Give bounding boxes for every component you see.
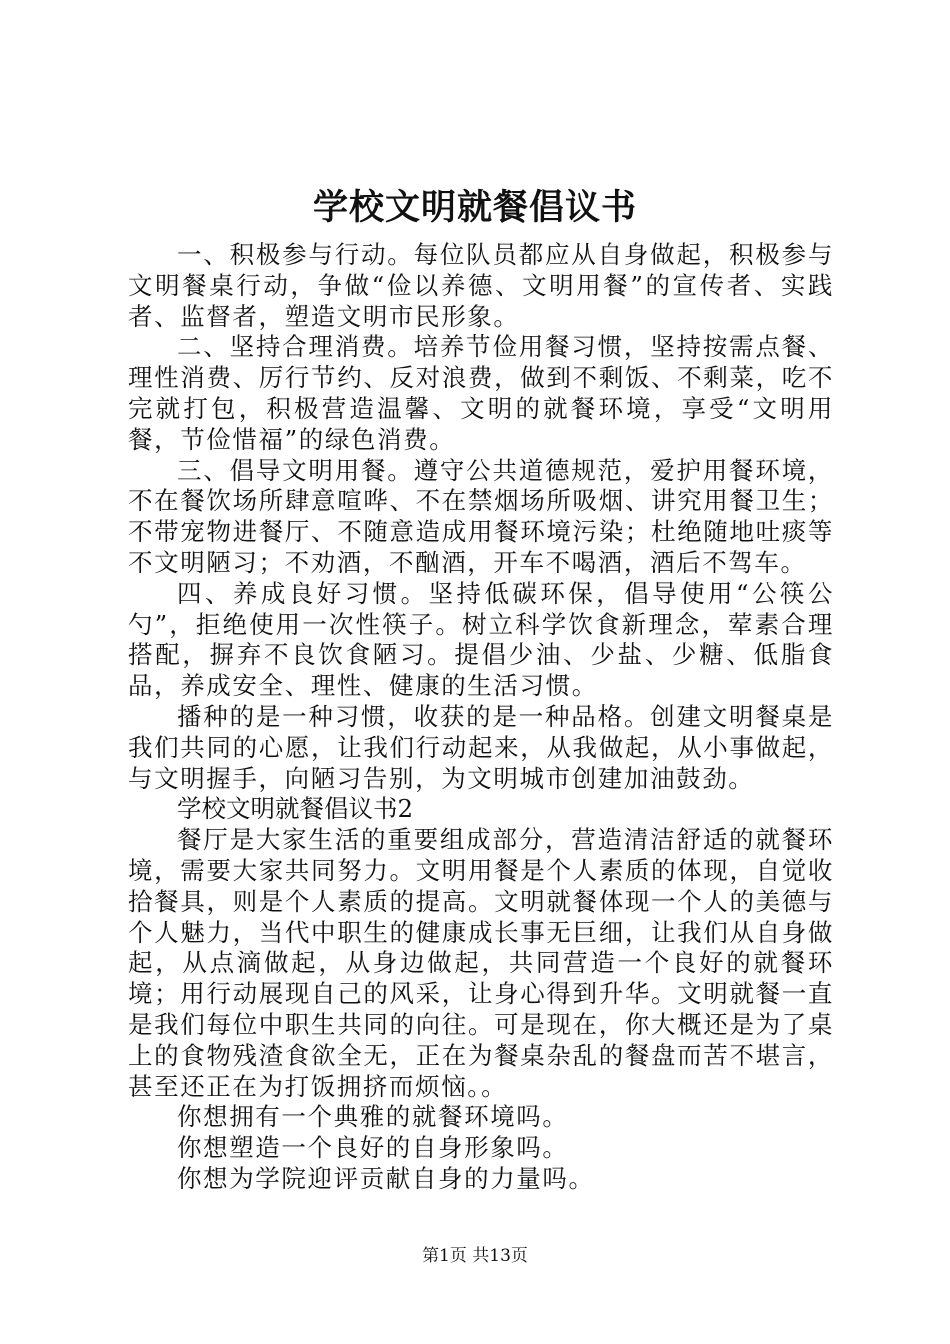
paragraph-9: 你想为学院迎评贡献自身的力量吗。 bbox=[177, 1163, 595, 1193]
page-footer: 第1页 共13页 bbox=[422, 1246, 528, 1266]
paragraph-3: 三、倡导文明用餐。遵守公共道德规范，爱护用餐环境，不在餐饮场所肆意喧哗、不在禁烟场所吸烟、讲究用餐卫生；不带宠物进餐厅、不随意造成用餐环境污染；杜绝随地吐痰等不文明陋习；不劝酒，不酗酒，开车不喝酒，酒后不驾车。 bbox=[128, 455, 834, 577]
paragraph-5: 播种的是一种习惯，收获的是一种品格。创建文明餐桌是我们共同的心愿，让我们行动起来，从我做起，从小事做起，与文明握手，向陋习告别，为文明城市创建加油鼓劲。 bbox=[128, 701, 834, 793]
section-heading-2: 学校文明就餐倡议书2 bbox=[177, 794, 414, 824]
paragraph-7: 你想拥有一个典雅的就餐环境吗。 bbox=[177, 1102, 569, 1132]
paragraph-2: 二、坚持合理消费。培养节俭用餐习惯，坚持按需点餐、理性消费、厉行节约、反对浪费，做到不剩饭、不剩菜，吃不完就打包，积极营造温馨、文明的就餐环境，享受“文明用餐，节俭惜福”的绿色消费。 bbox=[128, 332, 834, 454]
paragraph-8: 你想塑造一个良好的自身形象吗。 bbox=[177, 1133, 569, 1163]
document-body bbox=[128, 240, 834, 1195]
paragraph-1: 一、积极参与行动。每位队员都应从自身做起，积极参与文明餐桌行动，争做“俭以养德、文明用餐”的宣传者、实践者、监督者，塑造文明市民形象。 bbox=[128, 240, 834, 331]
document-title: 学校文明就餐倡议书 bbox=[312, 187, 637, 228]
paragraph-6: 餐厅是大家生活的重要组成部分，营造清洁舒适的就餐环境，需要大家共同努力。文明用餐是个人素质的体现，自觉收拾餐具，则是个人素质的提高。文明就餐体现一个人的美德与个人魅力，当代中职生的健康成长事无巨细，让我们从自身做起，从点滴做起，从身边做起，共同营造一个良好的就餐环境；用行动展现自己的风采，让身心得到升华。文明就餐一直是我们每位中职生共同的向往。可是现在，你大概还是为了桌上的食物残渣食欲全无，正在为餐桌杂乱的餐盘而苦不堪言，甚至还正在为打饭拥挤而烦恼。。 bbox=[128, 825, 834, 1101]
paragraph-4: 四、养成良好习惯。坚持低碳环保，倡导使用“公筷公勺”，拒绝使用一次性筷子。树立科学饮食新理念，荤素合理搭配，摒弃不良饮食陋习。提倡少油、少盐、少糖、低脂食品，养成安全、理性、健康的生活习惯。 bbox=[128, 578, 834, 701]
